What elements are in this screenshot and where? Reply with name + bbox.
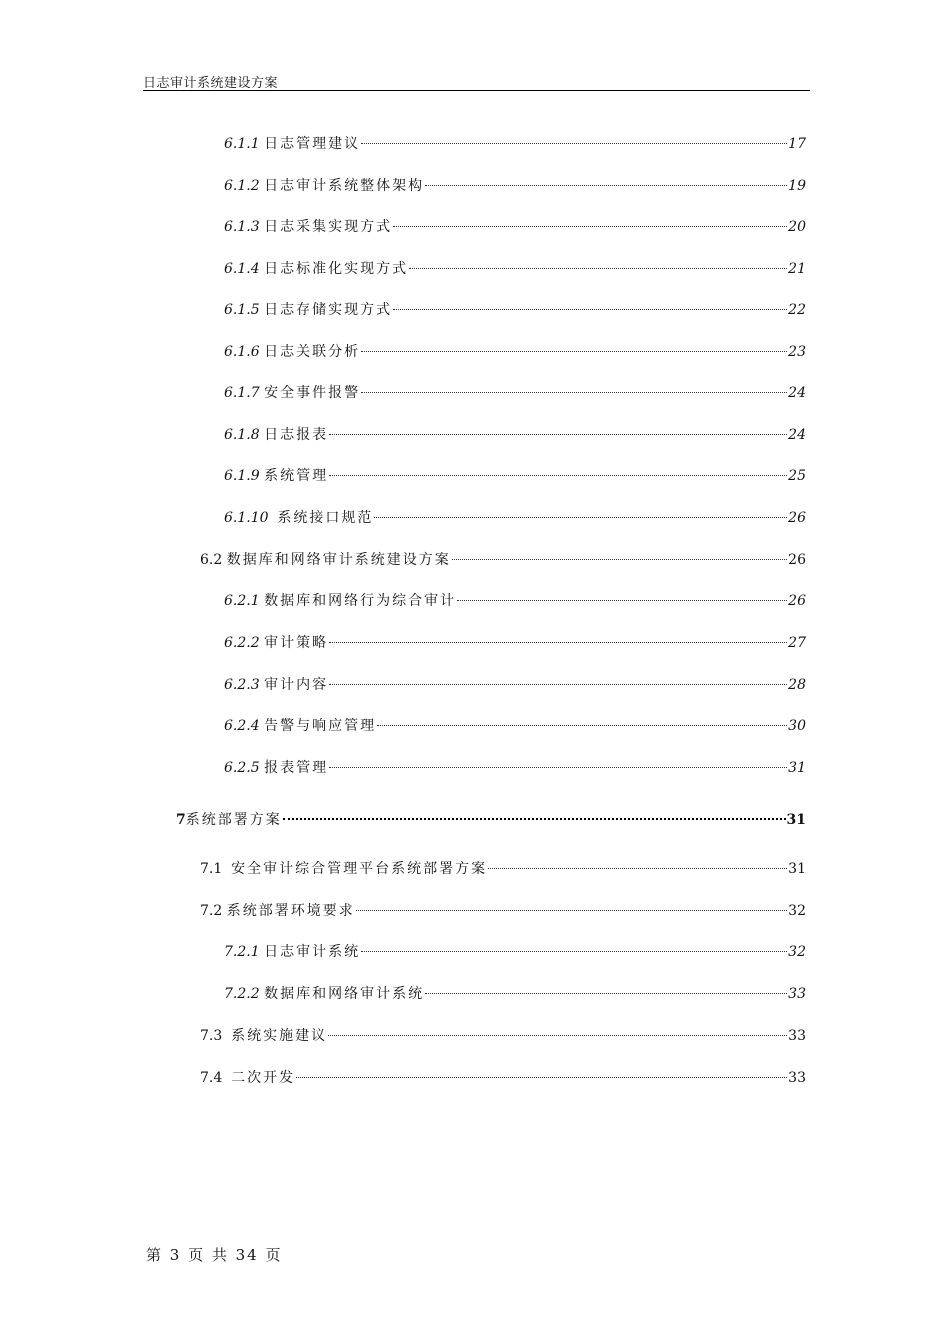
toc-entry-page: 28 (788, 677, 806, 693)
toc-entry-gap (222, 1026, 231, 1046)
toc-entry-title: 报表管理 (264, 760, 329, 776)
toc-entry-gap (222, 1068, 231, 1088)
toc-entry-page: 23 (788, 344, 806, 360)
toc-entry-title: 安全事件报警 (264, 385, 361, 401)
toc-entry-number: 6.1.10 (224, 510, 269, 526)
toc-entry[interactable] (200, 859, 806, 879)
toc-entry-title: 数据库和网络审计系统 (264, 986, 425, 1002)
toc-entry-title: 审计内容 (264, 677, 329, 693)
toc-entry-page: 26 (788, 510, 806, 526)
toc-entry-page: 32 (788, 903, 806, 919)
toc-entry-title: 数据库和网络行为综合审计 (264, 593, 457, 609)
toc-entry-page: 31 (788, 760, 806, 776)
toc-entry-number: 6.1.6 (224, 344, 260, 360)
toc-entry[interactable] (224, 508, 806, 528)
toc-entry[interactable] (224, 984, 806, 1004)
toc-entry-leader (329, 475, 787, 476)
toc-entry-page: 26 (788, 593, 806, 609)
toc-entry-title: 系统实施建议 (231, 1028, 328, 1044)
toc-entry-leader (283, 818, 786, 820)
toc-entry[interactable] (176, 810, 806, 830)
toc-entry-title: 日志存储实现方式 (264, 302, 393, 318)
toc-entry-leader (377, 725, 787, 726)
toc-entry-number: 6.2.4 (224, 718, 260, 734)
toc-entry-number: 7.3 (200, 1028, 223, 1044)
toc-entry-page: 31 (786, 812, 806, 828)
toc-entry-number: 6.1.9 (224, 468, 260, 484)
toc-entry-number: 7.1 (200, 861, 223, 877)
toc-entry-title: 日志标准化实现方式 (264, 261, 409, 277)
toc-entry-leader (393, 226, 787, 227)
toc-entry-number: 7.2.2 (224, 986, 260, 1002)
toc-entry[interactable] (224, 425, 806, 445)
toc-entry-title: 系统部署环境要求 (226, 903, 355, 919)
toc-entry-page: 33 (788, 1028, 806, 1044)
toc-entry-leader (393, 309, 787, 310)
toc-entry-leader (374, 517, 787, 518)
toc-entry-title: 安全审计综合管理平台系统部署方案 (231, 861, 488, 877)
toc-entry[interactable] (200, 901, 806, 921)
toc-entry[interactable] (224, 383, 806, 403)
toc-entry-leader (329, 684, 787, 685)
toc-entry-number: 6.1.8 (224, 427, 260, 443)
toc-entry[interactable] (224, 716, 806, 736)
toc-entry-title: 系统接口规范 (277, 510, 374, 526)
toc-entry-page: 20 (788, 219, 806, 235)
toc-entry-title: 日志审计系统整体架构 (264, 178, 425, 194)
toc-entry-page: 33 (788, 1070, 806, 1086)
toc-entry-leader (361, 143, 787, 144)
toc-entry[interactable] (224, 259, 806, 279)
toc-entry[interactable] (224, 217, 806, 237)
toc-entry-title: 审计策略 (264, 635, 329, 651)
toc-entry-leader (488, 868, 787, 869)
toc-entry-number: 7 (176, 812, 186, 828)
page-header (143, 72, 810, 91)
toc-entry-leader (361, 392, 787, 393)
toc-entry-title: 日志报表 (264, 427, 329, 443)
toc-entry-number: 6.2.2 (224, 635, 260, 651)
toc-entry-number: 6.1.5 (224, 302, 260, 318)
toc-entry[interactable] (200, 550, 806, 570)
toc-entry-number: 6.2 (200, 552, 223, 568)
toc-entry[interactable] (200, 1068, 806, 1088)
toc-entry-title: 日志关联分析 (264, 344, 361, 360)
toc-entry-title: 告警与响应管理 (264, 718, 377, 734)
toc-entry-page: 30 (788, 718, 806, 734)
toc-entry-page: 27 (788, 635, 806, 651)
toc-entry-title: 二次开发 (231, 1070, 296, 1086)
toc-entry-title: 系统部署方案 (185, 812, 282, 828)
toc-entry-leader (361, 951, 787, 952)
toc-entry-number: 7.2.1 (224, 944, 260, 960)
toc-entry-page: 22 (788, 302, 806, 318)
toc-entry-page: 19 (788, 178, 806, 194)
toc-entry-title: 数据库和网络审计系统建设方案 (226, 552, 451, 568)
toc-entry-page: 24 (788, 385, 806, 401)
toc-entry-leader (457, 600, 787, 601)
toc-entry-leader (329, 434, 787, 435)
toc-entry[interactable] (224, 300, 806, 320)
toc-entry[interactable] (224, 134, 806, 154)
toc-entry-leader (425, 185, 787, 186)
toc-entry-page: 33 (788, 986, 806, 1002)
toc-entry-leader (361, 351, 787, 352)
toc-entry-number: 6.1.7 (224, 385, 260, 401)
toc-entry-leader (356, 910, 787, 911)
toc-entry-number: 6.1.2 (224, 178, 260, 194)
toc-entry-leader (452, 559, 787, 560)
toc-entry-number: 6.1.4 (224, 261, 260, 277)
toc-entry-page: 17 (788, 136, 806, 152)
page-footer: 第 3 页 共 34 页 (146, 1246, 283, 1264)
toc-entry[interactable] (224, 633, 806, 653)
toc-entry-gap (222, 859, 231, 879)
toc-entry-page: 25 (788, 468, 806, 484)
toc-entry-leader (329, 767, 787, 768)
toc-entry-page: 26 (788, 552, 806, 568)
toc-entry-number: 6.1.3 (224, 219, 260, 235)
toc-entry-gap (269, 508, 278, 528)
toc-entry-leader (409, 268, 787, 269)
toc-entry[interactable] (224, 758, 806, 778)
toc-entry-leader (296, 1077, 787, 1078)
toc-entry-title: 系统管理 (264, 468, 329, 484)
toc-entry-leader (329, 642, 787, 643)
toc-entry[interactable] (224, 342, 806, 362)
header-title: 日志审计系统建设方案 (143, 76, 279, 91)
toc-entry[interactable] (200, 1026, 806, 1046)
toc-entry[interactable] (224, 942, 806, 962)
toc-entry-page: 32 (788, 944, 806, 960)
toc-entry[interactable] (224, 591, 806, 611)
toc-entry-number: 6.2.1 (224, 593, 260, 609)
toc-entry[interactable] (224, 176, 806, 196)
toc-entry-page: 31 (788, 861, 806, 877)
toc-entry-number: 6.1.1 (224, 136, 260, 152)
toc-entry-number: 7.2 (200, 903, 223, 919)
toc-entry[interactable] (224, 466, 806, 486)
toc-entry-leader (425, 993, 787, 994)
toc-entry-number: 6.2.3 (224, 677, 260, 693)
toc-entry-page: 24 (788, 427, 806, 443)
toc-entry-number: 7.4 (200, 1070, 223, 1086)
toc-entry-title: 日志管理建议 (264, 136, 361, 152)
toc-entry-title: 日志审计系统 (264, 944, 361, 960)
toc-entry-page: 21 (788, 261, 806, 277)
toc-entry-number: 6.2.5 (224, 760, 260, 776)
toc-entry-leader (328, 1035, 787, 1036)
toc-entry-title: 日志采集实现方式 (264, 219, 393, 235)
toc-entry[interactable] (224, 675, 806, 695)
